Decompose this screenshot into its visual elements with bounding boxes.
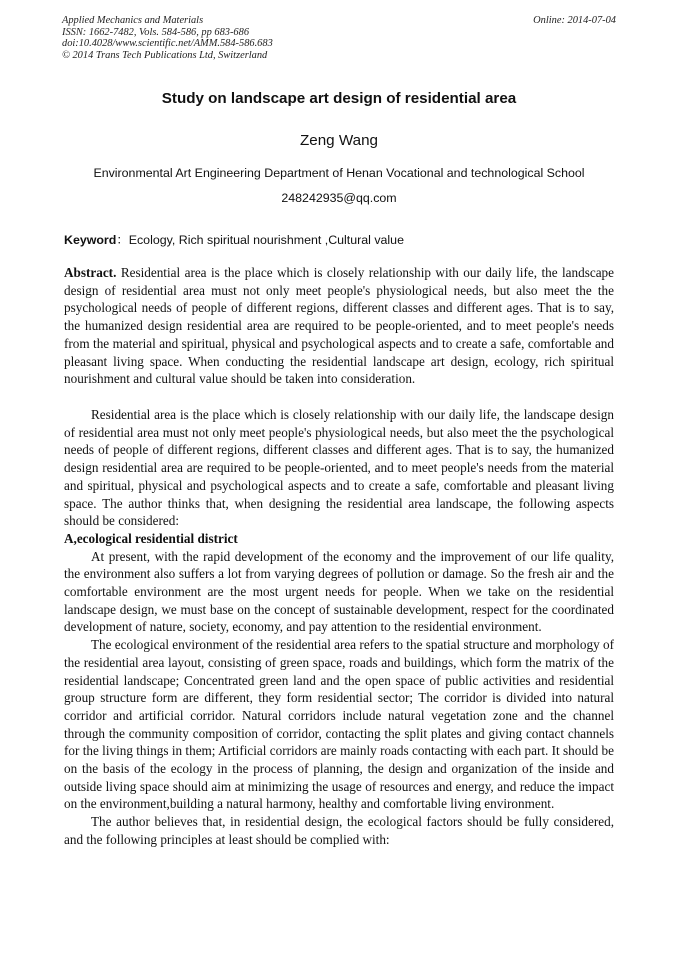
keywords-label: Keyword: [64, 233, 117, 247]
abstract: [64, 264, 614, 388]
paper-title: Study on landscape art design of residential area: [161, 90, 517, 107]
intro-paragraph: Residential area is the place which is closely relationship with our daily life, the landscape design of residential area must not only meet people's physiological needs, but also meet the the psychological needs of people of different regions, different classes and different ages. That is to say, the humanized design residential area are required to be people-oriented, and to meet people's needs from the material and spiritual, physical and psychological aspects and to create a safe, comfortable and pleasant living space. The author thinks that, when designing the residential area landscape, the following aspects should be considered:: [64, 407, 614, 529]
copyright-line: © 2014 Trans Tech Publications Ltd, Switzerland: [62, 49, 268, 61]
body-paragraph-3: The author believes that, in residential design, the ecological factors should be fully considered, and the following principles at least should be complied with:: [64, 814, 614, 847]
abstract-paragraph: [64, 264, 614, 388]
abstract-label: Abstract.: [64, 265, 117, 280]
body-paragraph-2: The ecological environment of the residential area refers to the spatial structure and morphology of the residential area layout, consisting of green space, roads and buildings, which form the matrix of the residential landscape; Concentrated green land and the open space of public activities and residential group structure form are different, they form residential sector; The corridor is divided into natural corridor and artificial corridor. Natural corridors include natural vegetation zone and the channel through the community composition of corridor, contacting the split plates and giving contact channels for the living things in them; Artificial corridors are mainly roads contacting with each part. It should be on the basis of the ecology in the process of planning, the design and organization of the inside and outside living space should aim at minimizing the usage of resources and energy, and reduce the impact on the environment,building a natural harmony, healthy and comfortable living environment.: [64, 637, 614, 812]
author-email: 248242935@qq.com: [281, 191, 397, 205]
body-paragraph-1: At present, with the rapid development of the economy and the improvement of our life quality, the environment also suffers a lot from varying degrees of pollution or damage. So the fresh air and the comfortable environment are the most urgent needs for people. When we take on the residential landscape design, we must base on the concept of sustainable development, respect for the coordinated development of nature, society, economy, and pay attention to the residential environment.: [64, 548, 614, 635]
page-header: [62, 15, 616, 61]
keywords-line: [64, 230, 404, 248]
author-affiliation: Environmental Art Engineering Department of Henan Vocational and technological School: [93, 166, 585, 180]
main-body: [64, 406, 614, 849]
journal-name: Applied Mechanics and Materials: [62, 15, 204, 26]
abstract-text: Residential area is the place which is closely relationship with our daily life, the landscape design of residential area must not only meet people's physiological needs, but also meet the the psychological needs of people of different regions, different classes and different ages. That is to say, the humanized design residential area are required to be people-oriented, and to meet people's needs from the material and spiritual, physical and psychological aspects and to create a safe, comfortable and pleasant living space. When conducting the residential landscape art design, ecology, rich spiritual nourishment and cultural value should be taken into consideration.: [64, 265, 614, 387]
publication-info: [62, 15, 273, 61]
issn-line: ISSN: 1662-7482, Vols. 584-586, pp 683-686: [62, 26, 250, 38]
keywords-text: Ecology, Rich spiritual nourishment ,Cultural value: [128, 233, 404, 247]
section-a-heading: A,ecological residential district: [64, 530, 238, 546]
keywords-separator: ：: [116, 233, 129, 247]
author-name: Zeng Wang: [300, 132, 378, 149]
online-date: Online: 2014-07-04: [533, 15, 616, 26]
doi-line: doi:10.4028/www.scientific.net/AMM.584-586.683: [62, 38, 273, 50]
